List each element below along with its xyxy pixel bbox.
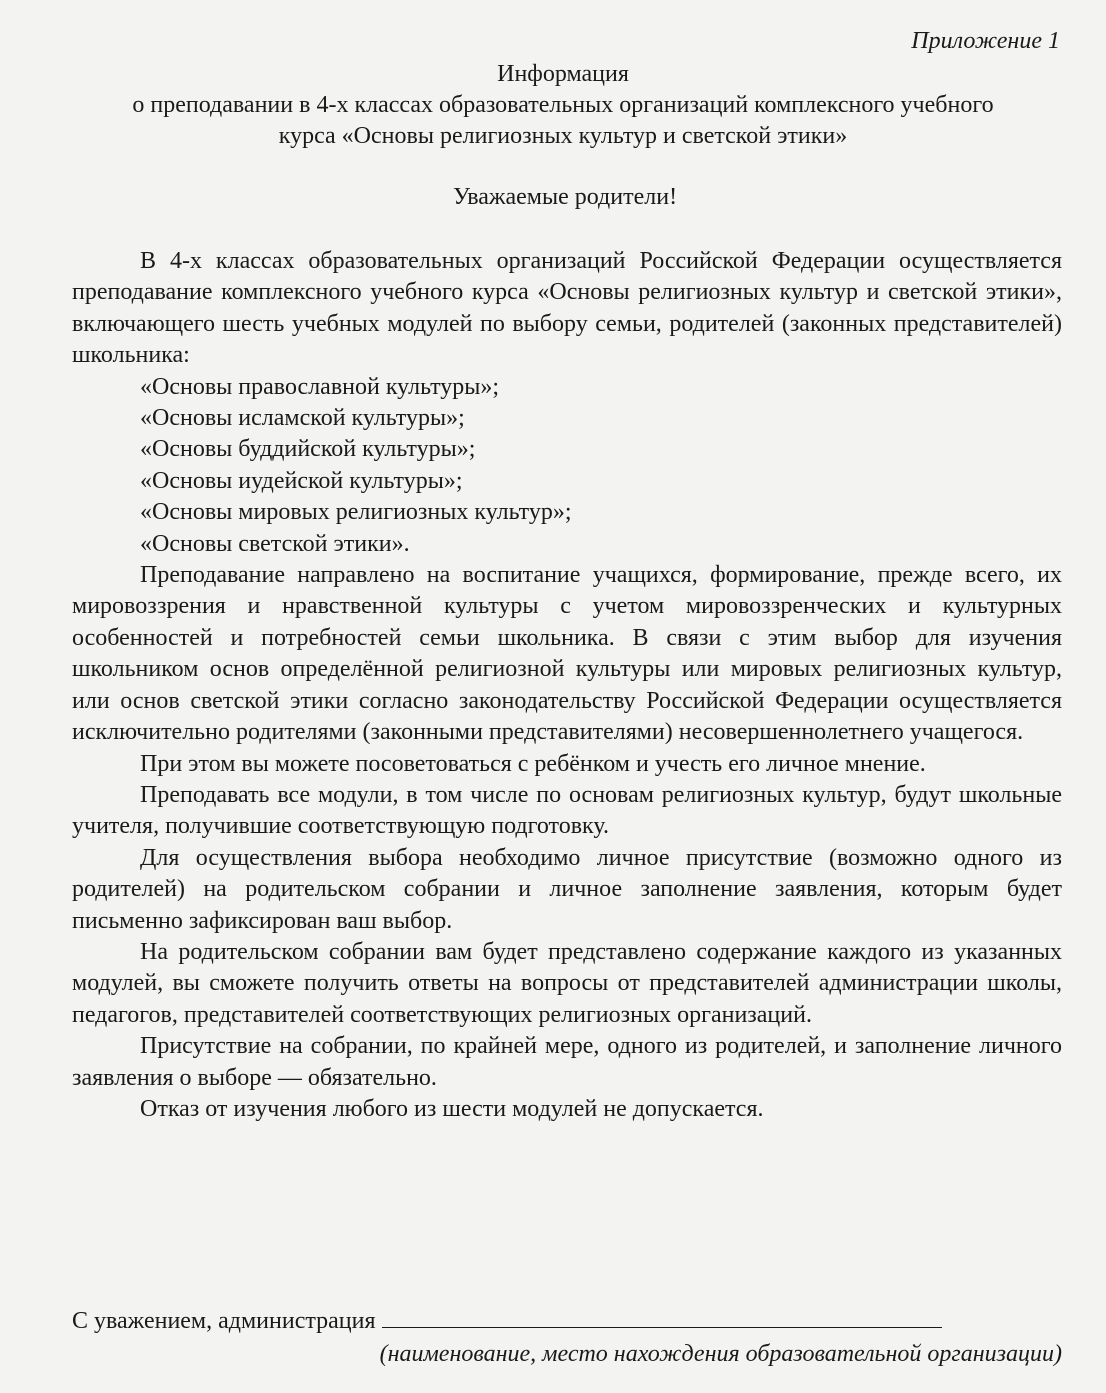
signature-caption: (наименование, место нахождения образовательной организации) [379, 1341, 1062, 1367]
paragraph-refusal: Отказ от изучения любого из шести модулей не допускается. [140, 1095, 764, 1122]
title-line-2: о преподавании в 4-х классах образовательных организаций комплексного учебного [132, 92, 994, 118]
paragraph-meeting: На родительском собрании вам будет представлено содержание каждого из указанных модулей, вы сможете получить ответы на вопросы от представителей администрации школы, педагогов, представителей соответствующих религиозных организаций. [72, 938, 1062, 1028]
signature-line [72, 1303, 1062, 1337]
module-item: «Основы мировых религиозных культур»; [140, 499, 572, 526]
module-item: «Основы светской этики». [140, 530, 410, 557]
module-item: «Основы исламской культуры»; [140, 405, 465, 432]
title-line-3: курса «Основы религиозных культур и светской этики» [278, 123, 848, 149]
paragraph-teachers: Преподавать все модули, в том числе по основам религиозных культур, будут школьные учителя, получившие соответствующую подготовку. [72, 781, 1062, 840]
paragraph-purpose: Преподавание направлено на воспитание учащихся, формирование, прежде всего, их мировоззрения и нравственной культуры с учетом мировоззренческих и культурных особенностей и потребностей семьи школьника. В связи с этим выбор для изучения школьником основ определённой религиозной культуры или мировых религиозных культур, или основ светской этики согласно законодательству Российской Федерации осуществляется исключительно родителями (законными представителями) несовершеннолетнего учащегося. [72, 562, 1062, 746]
modules-list [72, 372, 1062, 560]
greeting: Уважаемые родители! [452, 184, 678, 210]
paragraph-mandatory: Присутствие на собрании, по крайней мере, одного из родителей, и заполнение личного заявления о выборе — обязательно. [72, 1033, 1062, 1091]
module-item: «Основы буддийской культуры»; [140, 436, 476, 463]
module-item: «Основы иудейской культуры»; [140, 467, 463, 494]
document-body [72, 246, 1062, 1125]
paragraph-presence: Для осуществления выбора необходимо личное присутствие (возможно одного из родителей) на родительском собрании и личное заполнение заявления, которым будет письменно зафиксирован ваш выбор. [72, 844, 1062, 934]
title-line-1: Информация [497, 61, 629, 87]
paragraph-consult-child: При этом вы можете посоветоваться с ребёнком и учесть его личное мнение. [140, 750, 926, 777]
intro-paragraph: В 4-х классах образовательных организаций Российской Федерации осуществляется преподавание комплексного учебного курса «Основы религиозных культур и светской этики», включающего шесть учебных модулей по выбору семьи, родителей (законных представителей) школьника: [72, 248, 1062, 369]
signature-label: С уважением, администрация [72, 1308, 376, 1334]
signature-blank [382, 1303, 942, 1328]
appendix-label: Приложение 1 [911, 28, 1060, 54]
document-title [40, 59, 1086, 152]
module-item: «Основы православной культуры»; [140, 373, 500, 400]
